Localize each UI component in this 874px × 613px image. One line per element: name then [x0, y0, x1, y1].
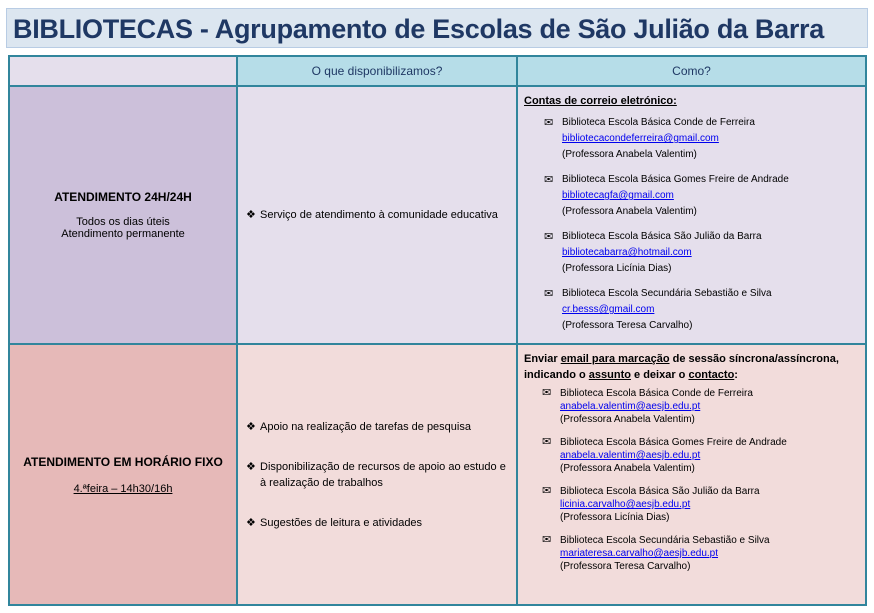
row-fixed-hours [9, 344, 866, 605]
envelope-icon: ✉ [544, 174, 554, 186]
page-title: BIBLIOTECAS - Agrupamento de Escolas de São Julião da Barra [13, 14, 824, 44]
row-fixed-services-cell [237, 344, 517, 605]
contact-school: Biblioteca Escola Básica Gomes Freire de Andrade [560, 437, 787, 448]
row-24h-label-cell [9, 86, 237, 344]
header-how: Como? [517, 56, 866, 86]
contact-entry [542, 534, 859, 573]
envelope-icon: ✉ [544, 288, 554, 300]
contact-entry [544, 115, 859, 163]
contact-school: Biblioteca Escola Básica São Julião da Barra [560, 486, 760, 497]
contact-person: (Professora Anabela Valentim) [562, 206, 697, 217]
envelope-icon: ✉ [544, 231, 554, 243]
row-fixed-schedule: 4.ªfeira – 14h30/16h [73, 482, 173, 495]
header-services: O que disponibilizamos? [237, 56, 517, 86]
contact-email-link[interactable]: bibliotecacondeferreira@gmail.com [562, 133, 719, 144]
envelope-icon: ✉ [542, 387, 552, 399]
row-24h [9, 86, 866, 344]
service-item [246, 515, 510, 531]
service-text: Disponibilização de recursos de apoio ao estudo e à realização de trabalhos [260, 460, 506, 489]
contact-email-link[interactable]: anabela.valentim@aesjb.edu.pt [560, 401, 701, 412]
contact-email-link[interactable]: cr.besss@gmail.com [562, 304, 655, 315]
service-item [246, 459, 510, 491]
booking-instructions: Enviar email para marcação de sessão síncrona/assíncrona, indicando o assunto e deixar o contacto: [524, 353, 839, 381]
envelope-icon: ✉ [542, 534, 552, 546]
diamond-bullet-icon: ❖ [246, 420, 256, 433]
contact-school: Biblioteca Escola Básica Conde de Ferreira [562, 117, 755, 128]
contact-entry [544, 286, 859, 334]
contact-school: Biblioteca Escola Básica Gomes Freire de Andrade [562, 174, 789, 185]
contact-email-link[interactable]: bibliotecabarra@hotmail.com [562, 247, 692, 258]
contact-person: (Professora Teresa Carvalho) [560, 561, 691, 572]
contact-email-link[interactable]: anabela.valentim@aesjb.edu.pt [560, 450, 701, 461]
contact-email-link[interactable]: mariateresa.carvalho@aesjb.edu.pt [560, 548, 719, 559]
envelope-icon: ✉ [542, 485, 552, 497]
contact-person: (Professora Licínia Dias) [560, 512, 670, 523]
row-24h-how-cell [517, 86, 866, 344]
service-text: Serviço de atendimento à comunidade educativa [260, 209, 498, 221]
service-item [246, 204, 510, 226]
contact-entry [542, 485, 859, 524]
row-fixed-how-cell [517, 344, 866, 605]
row-24h-title: ATENDIMENTO 24H/24H [54, 190, 192, 204]
contact-entry [542, 436, 859, 475]
service-text: Apoio na realização de tarefas de pesquisa [260, 420, 471, 433]
contact-email-link[interactable]: licinia.carvalho@aesjb.edu.pt [560, 499, 691, 510]
diamond-bullet-icon: ❖ [246, 209, 256, 221]
contact-school: Biblioteca Escola Secundária Sebastião e Silva [560, 535, 770, 546]
contact-school: Biblioteca Escola Secundária Sebastião e Silva [562, 288, 772, 299]
library-info-table [8, 55, 867, 606]
title-bar [6, 8, 868, 48]
header-empty-cell [9, 56, 237, 86]
diamond-bullet-icon: ❖ [246, 460, 256, 473]
contact-school: Biblioteca Escola Básica São Julião da Barra [562, 231, 762, 242]
row-fixed-label-cell [9, 344, 237, 605]
row-24h-services-cell [237, 86, 517, 344]
contact-entry [544, 172, 859, 220]
contact-entry [544, 229, 859, 277]
row-24h-sub1: Todos os dias úteis [76, 216, 170, 228]
contact-person: (Professora Anabela Valentim) [560, 414, 695, 425]
contact-entry [542, 387, 859, 426]
envelope-icon: ✉ [544, 117, 554, 129]
contact-person: (Professora Anabela Valentim) [562, 149, 697, 160]
header-row [9, 56, 866, 86]
row-fixed-title: ATENDIMENTO EM HORÁRIO FIXO [23, 454, 223, 469]
diamond-bullet-icon: ❖ [246, 516, 256, 529]
row-24h-sub2: Atendimento permanente [61, 228, 185, 240]
contact-school: Biblioteca Escola Básica Conde de Ferreira [560, 388, 753, 399]
contact-person: (Professora Anabela Valentim) [560, 463, 695, 474]
service-item [246, 419, 510, 435]
service-text: Sugestões de leitura e atividades [260, 516, 423, 529]
contact-person: (Professora Licínia Dias) [562, 263, 672, 274]
contact-person: (Professora Teresa Carvalho) [562, 320, 693, 331]
envelope-icon: ✉ [542, 436, 552, 448]
contact-email-link[interactable]: bibliotecagfa@gmail.com [562, 190, 674, 201]
email-accounts-heading: Contas de correio eletrónico: [524, 95, 677, 107]
